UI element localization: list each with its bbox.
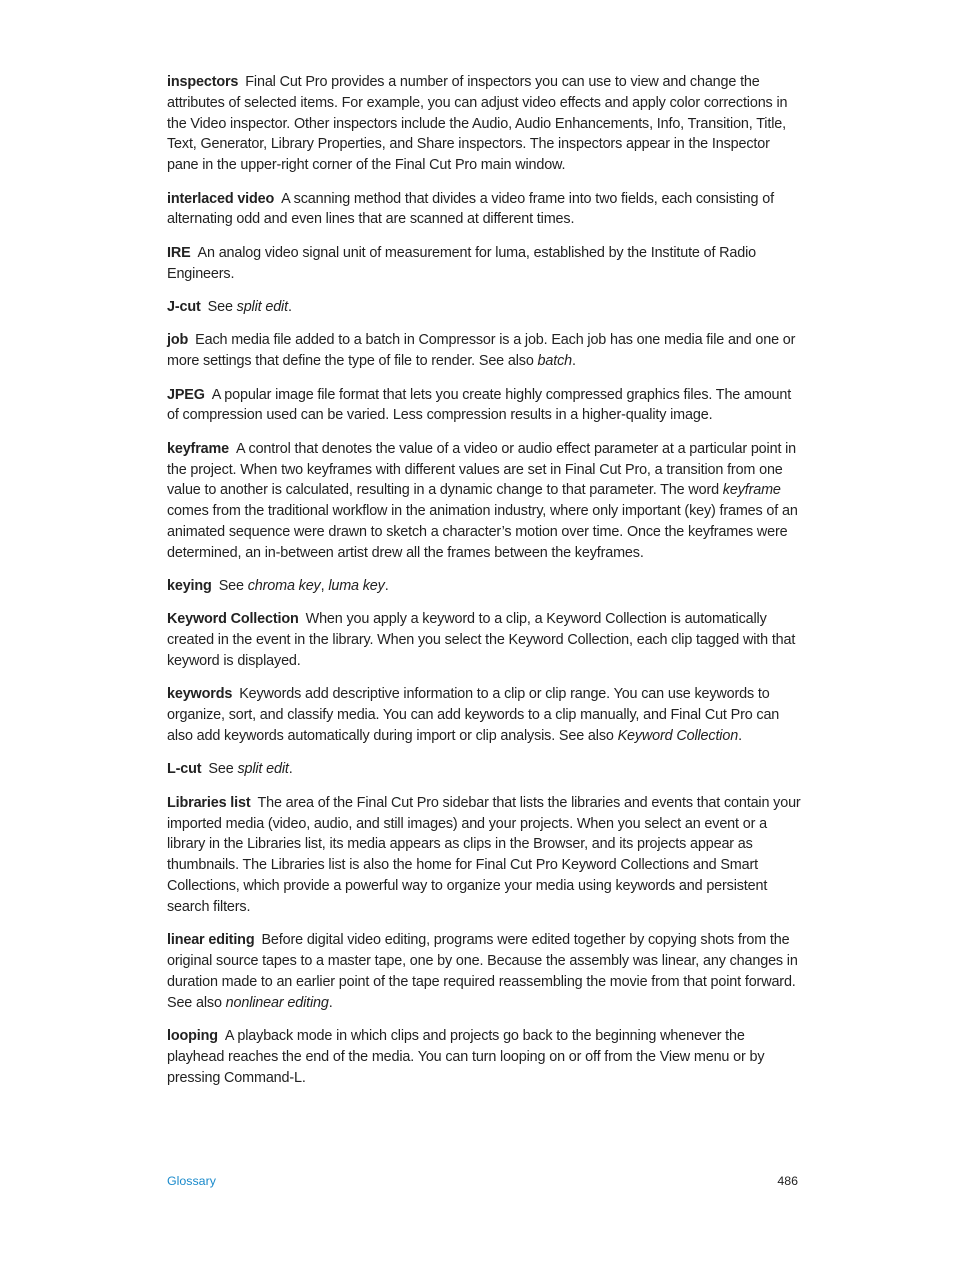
cross-reference: luma key	[328, 578, 385, 595]
glossary-term: JPEG	[167, 386, 205, 403]
definition-text: A scanning method that divides a video frame into two fields, each consisting of alternating odd and even lines that are scanned at different times.	[167, 190, 774, 228]
glossary-term: IRE	[167, 244, 191, 261]
glossary-entries	[167, 72, 801, 1088]
glossary-term: keywords	[167, 686, 233, 703]
glossary-term: L-cut	[167, 761, 202, 778]
definition-text: .	[572, 353, 576, 370]
glossary-entry	[167, 1026, 801, 1088]
cross-reference: Keyword Collection	[617, 728, 739, 745]
glossary-entry	[167, 684, 801, 746]
definition-text: comes from the traditional workflow in the animation industry, where only important (key) frames of an animated sequence were drawn to sketch a character’s motion over time. Once the keyframes were determined, an in-between artist drew all the frames between the keyframes.	[167, 503, 798, 561]
cross-reference: split edit	[236, 298, 288, 315]
definition-text: .	[288, 761, 293, 778]
definition-text: When you apply a keyword to a clip, a Keyword Collection is automatically created in the event in the library. When you select the Keyword Collection, each clip tagged with that keyword is displayed.	[167, 611, 796, 670]
definition-text: The area of the Final Cut Pro sidebar that lists the libraries and events that contain your imported media (video, audio, and still images) and your projects. When you select an event or a library in the Libraries list, its media appears as clips in the Browser, and its projects appear as thumbnails. The Libraries list is also the home for Final Cut Pro Keyword Collections and Smart Collections, which provide a powerful way to organize your media using keywords and persistent search filters.	[167, 794, 801, 915]
glossary-term: J-cut	[167, 298, 201, 315]
glossary-entry	[167, 930, 801, 1013]
glossary-term: interlaced video	[167, 190, 275, 207]
glossary-term: keying	[167, 578, 212, 595]
glossary-entry	[167, 330, 801, 372]
glossary-term: keyframe	[167, 440, 230, 457]
glossary-entry	[167, 189, 801, 231]
cross-reference: chroma key	[247, 578, 321, 595]
glossary-entry	[167, 243, 801, 285]
glossary-entry	[167, 297, 801, 318]
definition-text: See	[208, 761, 238, 778]
glossary-term: linear editing	[167, 932, 255, 949]
definition-text: An analog video signal unit of measurement for luma, established by the Institute of Radio Engineers.	[167, 244, 757, 282]
glossary-entry	[167, 72, 801, 176]
cross-reference: batch	[537, 353, 573, 370]
definition-text: A popular image file format that lets you create highly compressed graphics files. The amount of compression used can be varied. Less compression results in a higher-quality image.	[167, 386, 792, 424]
definition-text: .	[328, 994, 333, 1011]
footer-glossary-link[interactable]: Glossary	[167, 1174, 216, 1188]
cross-reference: nonlinear editing	[225, 994, 329, 1011]
definition-text: Final Cut Pro provides a number of inspectors you can use to view and change the attributes of selected items. For example, you can adjust video effects and apply color corrections in the Video inspector. Other inspectors include the Audio, Audio Enhancements, Info, Transition, Title, Text, Generator, Library Properties, and Share inspectors. The inspectors appear in the Inspector pane in the upper-right corner of the Final Cut Pro main window.	[167, 74, 788, 174]
definition-text: .	[738, 728, 742, 745]
definition-text: See	[207, 298, 237, 315]
definition-text: Before digital video editing, programs were edited together by copying shots from the original source tapes to a master tape, one by one. Because the assembly was linear, any changes in duration made to an earlier point of the tape required reassembling the movie from that point forward. See also	[167, 932, 798, 1011]
definition-text: Each media file added to a batch in Compressor is a job. Each job has one media file and one or more settings that define the type of file to render. See also	[167, 332, 796, 370]
page-number: 486	[777, 1174, 798, 1188]
glossary-term: Keyword Collection	[167, 611, 299, 628]
glossary-entry	[167, 793, 801, 918]
cross-reference: split edit	[237, 761, 289, 778]
glossary-entry	[167, 576, 801, 597]
glossary-term: job	[167, 332, 189, 349]
glossary-term: Libraries list	[167, 794, 251, 811]
definition-text: A control that denotes the value of a video or audio effect parameter at a particular point in the project. When two keyframes with different values are set in Final Cut Pro, a transition from one value to another is calculated, resulting in a dynamic change to that parameter. The word	[167, 440, 797, 499]
glossary-page	[167, 72, 801, 1101]
glossary-entry	[167, 385, 801, 427]
glossary-entry	[167, 439, 801, 564]
definition-text: .	[384, 578, 389, 595]
glossary-entry	[167, 759, 801, 780]
definition-text: A playback mode in which clips and projects go back to the beginning whenever the playhead reaches the end of the media. You can turn looping on or off from the View menu or by pressing Command-L.	[167, 1028, 765, 1086]
glossary-entry	[167, 609, 801, 671]
glossary-term: looping	[167, 1028, 218, 1044]
cross-reference: keyframe	[722, 482, 781, 499]
definition-text: .	[287, 298, 292, 315]
definition-text: Keywords add descriptive information to a clip or clip range. You can use keywords to organize, sort, and classify media. You can add keywords to a clip manually, and Final Cut Pro can also add keywords automatically during import or clip analysis. See also	[167, 686, 780, 745]
definition-text: See	[218, 578, 248, 595]
definition-text: ,	[320, 578, 329, 595]
glossary-term: inspectors	[167, 74, 239, 90]
